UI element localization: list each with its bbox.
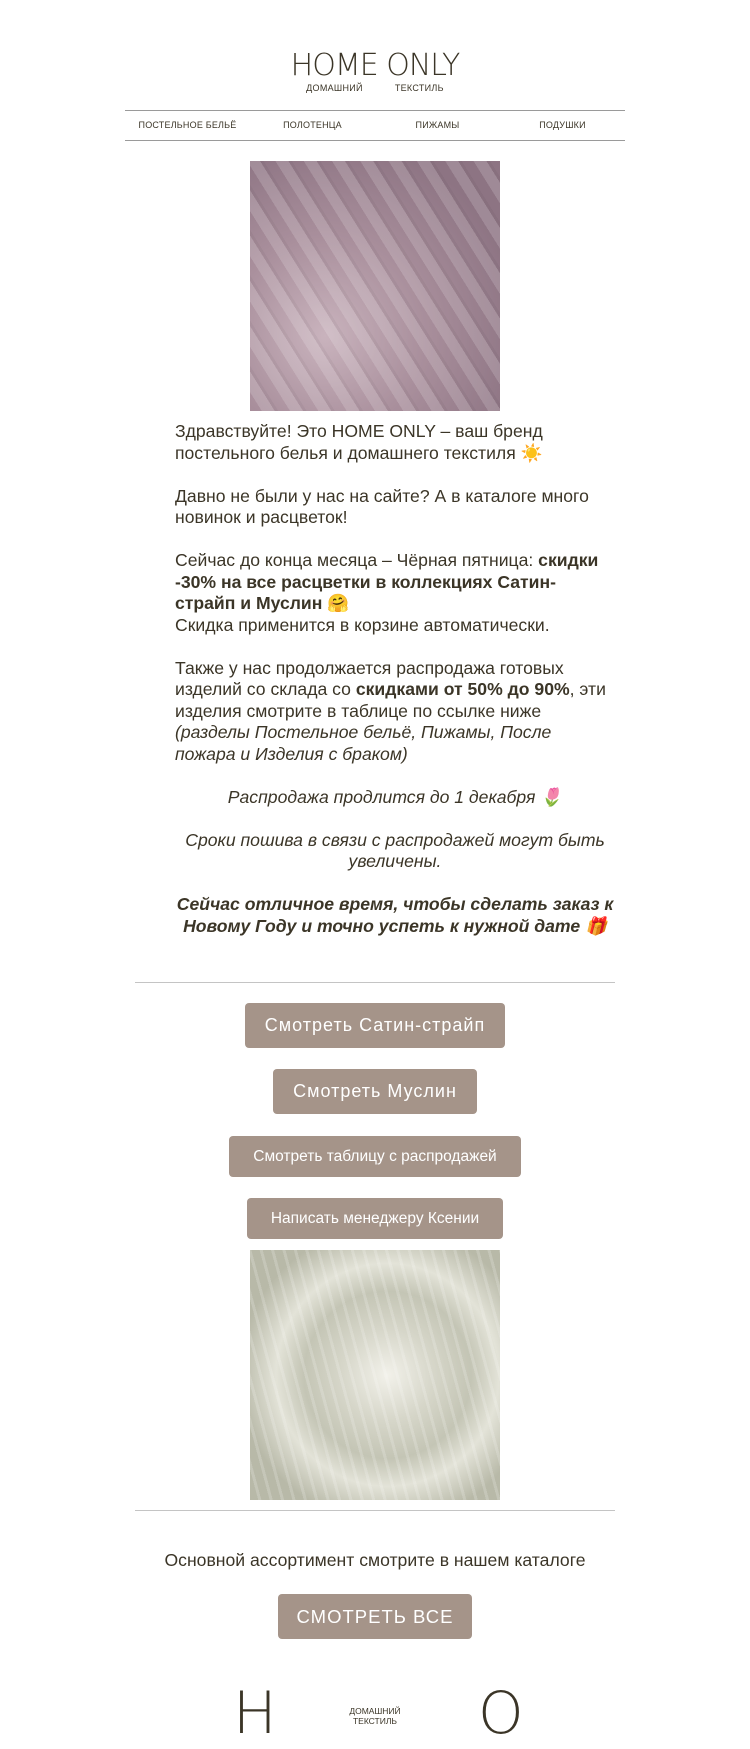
- black-friday-intro: Сейчас до конца месяца – Чёрная пятница:: [175, 550, 539, 570]
- view-all-button[interactable]: СМОТРЕТЬ ВСЕ: [278, 1594, 472, 1639]
- warehouse-sale-discount: скидками от 50% до 90%: [355, 679, 570, 699]
- auto-discount-note: Скидка применится в корзине автоматически.: [175, 614, 550, 635]
- greeting-paragraph: Здравствуйте! Это HOME ONLY – ваш бренд постельного белья и домашнего текстиля ☀️: [175, 421, 543, 463]
- tailoring-time-note: Сроки пошива в связи с распродажей могут быть увеличены.: [185, 829, 605, 871]
- view-sale-table-button[interactable]: Смотреть таблицу с распродажей: [229, 1136, 521, 1177]
- sale-deadline: Распродажа продлится до 1 декабря 🌷: [227, 786, 563, 807]
- black-friday-paragraph: [175, 550, 615, 636]
- message-body: [175, 421, 615, 959]
- warehouse-sale-paragraph: [175, 658, 615, 766]
- warehouse-sale-rest: , эти изделия смотрите в таблице по ссылке ниже: [175, 679, 606, 721]
- view-muslin-button[interactable]: Смотреть Муслин: [273, 1069, 477, 1114]
- footer-tagline-line2: ТЕКСТИЛЬ: [352, 1716, 398, 1726]
- logo-tagline: [0, 83, 750, 93]
- footer-tagline-line1: ДОМАШНИЙ: [349, 1706, 401, 1716]
- footer-logo-letter-o: O: [478, 1679, 524, 1747]
- nav-item-towels[interactable]: ПОЛОТЕНЦА: [283, 120, 342, 130]
- nav-item-pillows[interactable]: ПОДУШКИ: [539, 120, 586, 130]
- message-manager-button[interactable]: Написать менеджеру Ксении: [247, 1198, 503, 1239]
- logo-tagline-right: ТЕКСТИЛЬ: [394, 83, 444, 93]
- nav-item-pajamas[interactable]: ПИЖАМЫ: [415, 120, 460, 130]
- divider: [135, 1510, 615, 1511]
- warehouse-sale-sections: (разделы Постельное бельё, Пижамы, После пожара и Изделия с браком): [175, 722, 552, 764]
- muslin-photo[interactable]: [250, 1250, 500, 1500]
- view-satin-button[interactable]: Смотреть Сатин-страйп: [245, 1003, 505, 1048]
- category-nav: [125, 110, 625, 141]
- footer-logo-letter-h: H: [233, 1679, 277, 1747]
- footer-tagline: [330, 1706, 420, 1726]
- brand-logo[interactable]: [0, 50, 750, 93]
- logo-wordmark: HOME ONLY: [290, 48, 460, 83]
- catalog-invite-text: Основной ассортимент смотрите в нашем каталоге: [164, 1550, 586, 1570]
- black-friday-discount: скидки -30% на все расцветки в коллекциях Сатин-страйп и Муслин 🤗: [175, 550, 599, 613]
- catalog-news-paragraph: Давно не были у нас на сайте? А в каталоге много новинок и расцветок!: [175, 485, 589, 527]
- satin-stripe-photo[interactable]: [250, 161, 500, 411]
- logo-tagline-left: ДОМАШНИЙ: [306, 83, 363, 93]
- warehouse-sale-intro: Также у нас продолжается распродажа готовых изделий со склада со: [175, 657, 564, 699]
- divider: [135, 982, 615, 983]
- nav-item-bedding[interactable]: ПОСТЕЛЬНОЕ БЕЛЬЁ: [138, 120, 237, 130]
- new-year-cta-text: Сейчас отличное время, чтобы сделать заказ к Новому Году и точно успеть к нужной дате 🎁: [176, 894, 614, 936]
